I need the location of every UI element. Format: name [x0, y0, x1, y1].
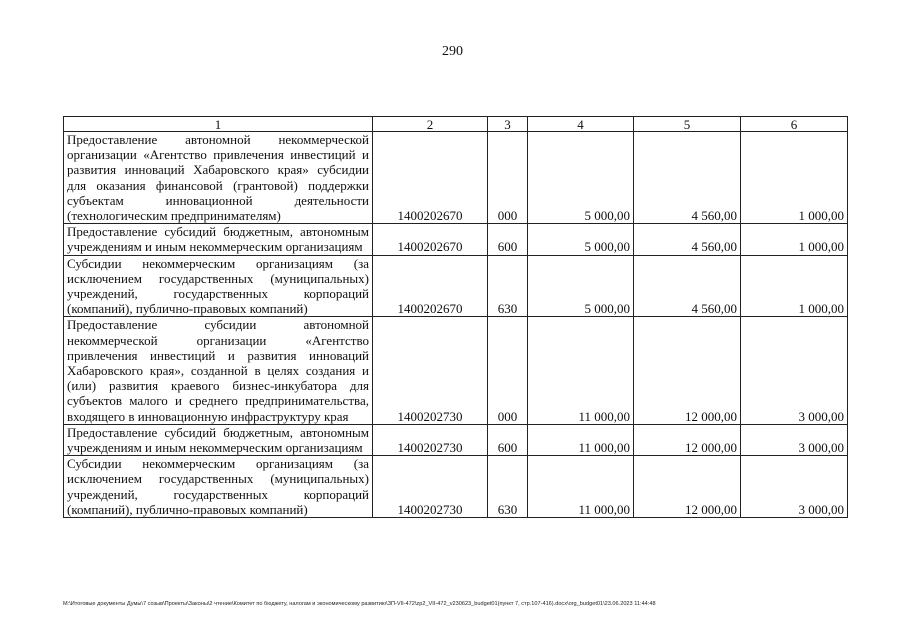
expense-type-code: 630: [488, 456, 528, 518]
amount-col-6: 1 000,00: [741, 132, 848, 224]
target-article-code: 1400202730: [373, 424, 488, 455]
item-name: Предоставление субсидии автономной некоммерческой организации «Агентство привлечения инвестиций и развития инноваций Хабаровского края», созданной в целях создания и (или) развития краевого бизнес-инкубатора для субъектов малого и среднего предпринимательства, входящего в инновационную инфраструктуру края: [64, 317, 373, 424]
amount-col-5: 12 000,00: [634, 424, 741, 455]
column-header: 2: [373, 117, 488, 132]
item-name: Предоставление субсидий бюджетным, автономным учреждениям и иным некоммерческим организациям: [64, 224, 373, 255]
table-row: [64, 132, 848, 224]
page-number: 290: [442, 44, 463, 59]
amount-col-4: 11 000,00: [528, 456, 634, 518]
amount-col-6: 3 000,00: [741, 456, 848, 518]
table-row: [64, 317, 848, 424]
expense-type-code: 000: [488, 132, 528, 224]
target-article-code: 1400202670: [373, 224, 488, 255]
amount-col-6: 3 000,00: [741, 424, 848, 455]
document-file-path: M:\Итоговые документы Думы\7 созыв\Проекты\Законы\2 чтение\Комитет по бюджету, налогам и экономическому развитию\ЗП-VII-472\zp2_VII-472_v230623_budget01(пункт 7, стр.107-416).docx\org_budget01\23.06.2023 11:44:48: [63, 601, 656, 607]
column-header: 6: [741, 117, 848, 132]
item-name: Предоставление субсидий бюджетным, автономным учреждениям и иным некоммерческим организациям: [64, 424, 373, 455]
table-header-row: [64, 117, 848, 132]
table-row: [64, 255, 848, 317]
target-article-code: 1400202730: [373, 456, 488, 518]
expense-type-code: 630: [488, 255, 528, 317]
target-article-code: 1400202670: [373, 132, 488, 224]
target-article-code: 1400202670: [373, 255, 488, 317]
column-header: 5: [634, 117, 741, 132]
amount-col-5: 4 560,00: [634, 132, 741, 224]
amount-col-5: 12 000,00: [634, 456, 741, 518]
amount-col-5: 4 560,00: [634, 255, 741, 317]
item-name: Субсидии некоммерческим организациям (за исключением государственных (муниципальных) учреждений, государственных корпораций (компаний), публично-правовых компаний): [64, 255, 373, 317]
item-name: Субсидии некоммерческим организациям (за исключением государственных (муниципальных) учреждений, государственных корпораций (компаний), публично-правовых компаний): [64, 456, 373, 518]
expense-type-code: 000: [488, 317, 528, 424]
amount-col-6: 1 000,00: [741, 224, 848, 255]
column-header: 1: [64, 117, 373, 132]
amount-col-6: 3 000,00: [741, 317, 848, 424]
amount-col-4: 5 000,00: [528, 224, 634, 255]
amount-col-5: 12 000,00: [634, 317, 741, 424]
amount-col-5: 4 560,00: [634, 224, 741, 255]
table-row: [64, 224, 848, 255]
target-article-code: 1400202730: [373, 317, 488, 424]
item-name: Предоставление автономной некоммерческой организации «Агентство привлечения инвестиций и развития инноваций Хабаровского края» субсидии для оказания финансовой (грантовой) поддержки субъектам инновационной деятельности (технологическим предпринимателям): [64, 132, 373, 224]
column-header: 4: [528, 117, 634, 132]
table-row: [64, 424, 848, 455]
amount-col-4: 5 000,00: [528, 132, 634, 224]
table-row: [64, 456, 848, 518]
amount-col-4: 11 000,00: [528, 317, 634, 424]
amount-col-4: 5 000,00: [528, 255, 634, 317]
amount-col-6: 1 000,00: [741, 255, 848, 317]
amount-col-4: 11 000,00: [528, 424, 634, 455]
expense-type-code: 600: [488, 424, 528, 455]
column-header: 3: [488, 117, 528, 132]
budget-table: [63, 116, 848, 518]
expense-type-code: 600: [488, 224, 528, 255]
